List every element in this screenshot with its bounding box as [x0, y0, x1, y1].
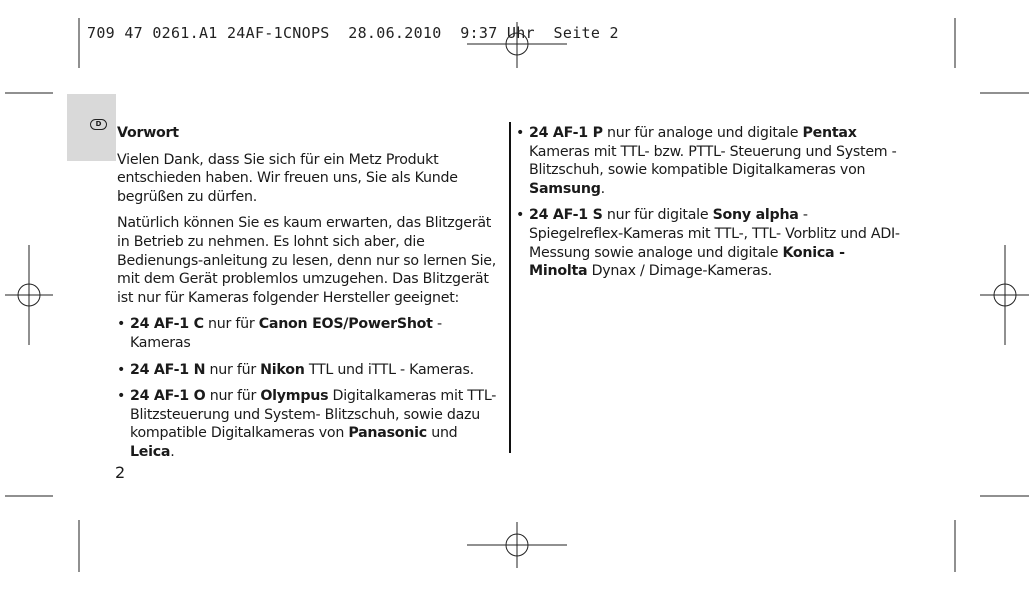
page-number: 2 [115, 463, 126, 482]
list-item: • 24 AF-1 S nur für digitale Sony alpha - Spiegelreflex-Kameras mit TTL-, TTL- Vorblitz und ADI- Messung sowie analoge und digitale Konica - Minolta Dynax / Dimage-Kameras. [516, 206, 906, 280]
list-item: • 24 AF-1 O nur für Olympus Digitalkameras mit TTL- Blitzsteuerung und System- Blitzschuh, sowie dazu kompatible Digitalkameras von Panasonic und Leica. [117, 387, 505, 461]
registration-mark-bottom [467, 522, 567, 568]
section-heading: Vorwort [117, 125, 179, 141]
intro-paragraph: Vielen Dank, dass Sie sich für ein Metz Produkt entschieden haben. Wir freuen uns, Sie als Kunde begrüßen zu dürfen. [117, 151, 458, 205]
list-item: • 24 AF-1 C nur für Canon EOS/PowerShot - Kameras [117, 315, 505, 352]
print-slug: 709 47 0261.A1 24AF-1CNOPS 28.06.2010 9:37 Uhr Seite 2 [87, 24, 619, 42]
registration-mark-top [467, 22, 567, 68]
language-badge: D [90, 119, 107, 130]
list-item: • 24 AF-1 P nur für analoge und digitale Pentax Kameras mit TTL- bzw. PTTL- Steuerung und System - Blitzschuh, sowie kompatible Digitalkameras von Samsung. [516, 124, 906, 198]
registration-mark-right [980, 245, 1029, 345]
left-column [117, 124, 505, 470]
registration-mark-left [5, 245, 53, 345]
right-column [516, 124, 906, 289]
column-divider [509, 122, 511, 453]
list-item: • 24 AF-1 N nur für Nikon TTL und iTTL - Kameras. [117, 361, 505, 380]
compatibility-paragraph: Natürlich können Sie es kaum erwarten, das Blitzgerät in Betrieb zu nehmen. Es lohnt sich aber, die Bedienungs-anleitung zu lesen, denn nur so lernen Sie, mit dem Gerät problemlos umzugehen. Das Blitzgerät ist nur für Kameras folgender Hersteller geeignet: [117, 215, 497, 306]
